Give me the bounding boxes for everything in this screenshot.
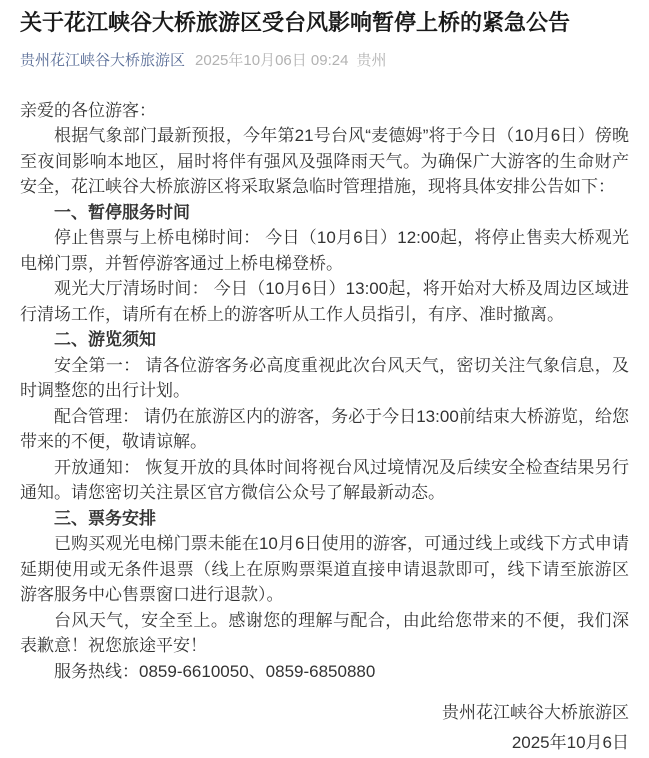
paragraph-safety-first: 安全第一： 请各位游客务必高度重视此次台风天气，密切关注气象信息，及时调整您的出行计划。 — [20, 355, 629, 401]
page-title: 关于花江峡谷大桥旅游区受台风影响暂停上桥的紧急公告 — [20, 10, 571, 35]
signature-date: 2025年10月6日 — [511, 733, 629, 753]
account-link[interactable]: 贵州花江峡谷大桥旅游区 — [20, 51, 186, 69]
paragraph-ticket-stop-time: 停止售票与上桥电梯时间： 今日（10月6日）12:00起，将停止售卖大桥观光电梯门票，并暂停游客通过上桥电梯登桥。 — [20, 228, 629, 273]
heading-visitor-notice: 二、游览须知 — [54, 330, 156, 350]
article-content — [20, 98, 629, 685]
article-meta — [20, 52, 629, 70]
signature-org: 贵州花江峡谷大桥旅游区 — [442, 703, 629, 723]
paragraph-intro: 根据气象部门最新预报，今年第21号台风“麦德姆”将于今日（10月6日）傍晚至夜间影响本地区，届时将伴有强风及强降雨天气。为确保广大游客的生命财产安全，花江峡谷大桥旅游区将采取紧急临时管理措施，现将具体安排公告如下： — [20, 126, 629, 197]
heading-suspension-time: 一、暂停服务时间 — [54, 202, 190, 222]
publish-datetime: 2025年10月06日 09:24 — [195, 51, 349, 69]
paragraph-reopening-notice: 开放通知： 恢复开放的具体时间将视台风过境情况及后续安全检查结果另行通知。请您密切关注景区官方微信公众号了解最新动态。 — [20, 457, 629, 503]
paragraph-salutation: 亲爱的各位游客： — [20, 100, 156, 120]
paragraph-service-hotline: 服务热线：0859-6610050、0859-6850880 — [54, 661, 376, 681]
article-signature — [20, 698, 629, 758]
heading-ticket-arrangement: 三、票务安排 — [54, 508, 156, 528]
paragraph-apology: 台风天气，安全至上。感谢您的理解与配合，由此给您带来的不便，我们深表歉意！祝您旅途平安！ — [20, 610, 629, 656]
paragraph-refund-policy: 已购买观光电梯门票未能在10月6日使用的游客，可通过线上或线下方式申请延期使用或无条件退票（线上在原购票渠道直接申请退款即可，线下请至旅游区游客服务中心售票窗口进行退款）。 — [20, 534, 629, 605]
paragraph-cooperation: 配合管理： 请仍在旅游区内的游客，务必于今日13:00前结束大桥游览，给您带来的不便，敬请谅解。 — [20, 406, 629, 452]
paragraph-hall-clearing: 观光大厅清场时间： 今日（10月6日）13:00起，将开始对大桥及周边区域进行清场工作，请所有在桥上的游客听从工作人员指引，有序、准时撤离。 — [20, 279, 629, 324]
location-tag: 贵州 — [356, 51, 387, 69]
